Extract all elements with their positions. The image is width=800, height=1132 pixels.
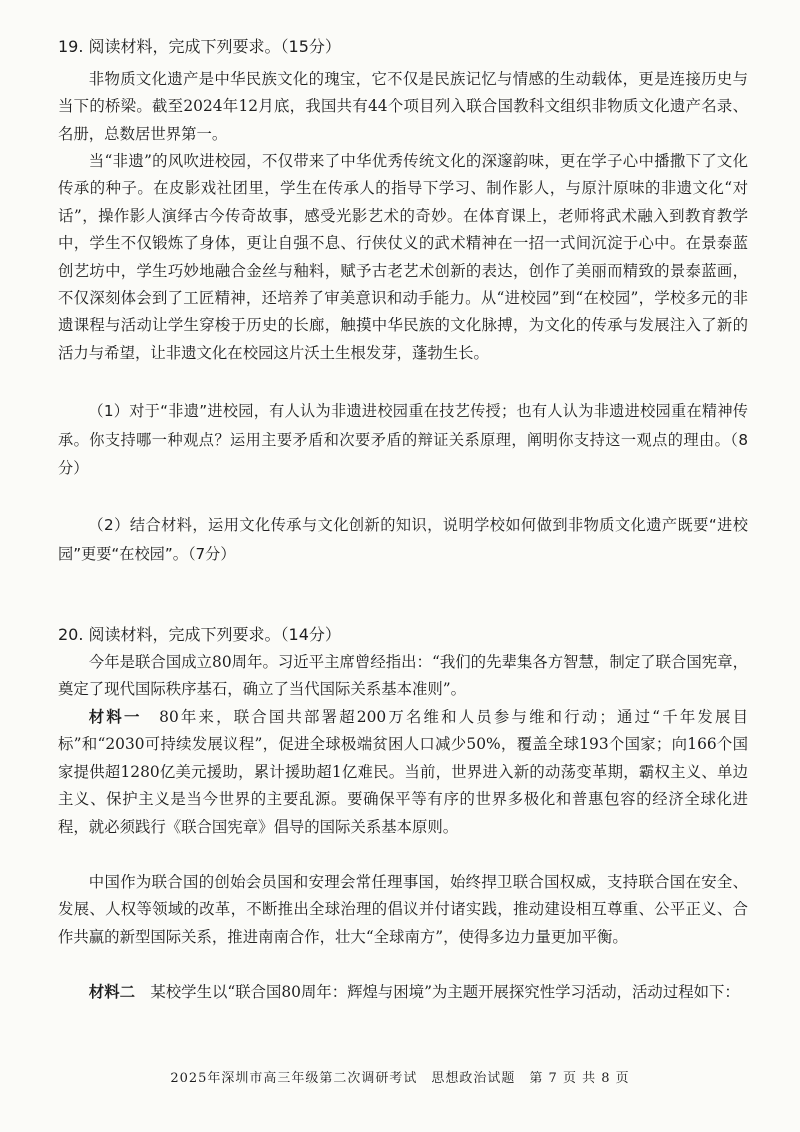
q19-subquestion-2: （2）结合材料，运用文化传承与文化创新的知识，说明学校如何做到非物质文化遗产既要“进校园”更要“在校园”。（7分） <box>58 516 748 563</box>
q20-material-2-paragraph <box>58 979 748 1006</box>
question-19-title: 19. 阅读材料，完成下列要求。（15分） <box>58 37 341 56</box>
material-2-label: 材料二 <box>88 983 135 1001</box>
material-2-text: 某校学生以“联合国80周年：辉煌与困境”为主题开展探究性学习活动，活动过程如下： <box>150 983 740 1001</box>
question-20-title: 20. 阅读材料，完成下列要求。（14分） <box>58 625 341 644</box>
q19-material-paragraph-2: 当“非遗”的风吹进校园，不仅带来了中华优秀传统文化的深邃韵味，更在学子心中播撒下了文化传承的种子。在皮影戏社团里，学生在传承人的指导下学习、制作影人，与原汁原味的非遗文化“对话”，操作影人演绎古今传奇故事，感受光影艺术的奇妙。在体育课上，老师将武术融入到教育教学中，学生不仅锻炼了身体，更让自强不息、行侠仗义的武术精神在一招一式间沉淀于心中。在景泰蓝创艺坊中，学生巧妙地融合金丝与釉料，赋予古老艺术创新的表达，创作了美丽而精致的景泰蓝画，不仅深刻体会到了工匠精神，还培养了审美意识和动手能力。从“进校园”到“在校园”，学校多元的非遗课程与活动让学生穿梭于历史的长廊，触摸中华民族的文化脉搏，为文化的传承与发展注入了新的活力与希望，让非遗文化在校园这片沃土生根发芽，蓬勃生长。 <box>58 152 748 362</box>
q20-material-1-paragraph <box>58 704 748 841</box>
q20-material-1-paragraph-2: 中国作为联合国的创始会员国和安理会常任理事国，始终捍卫联合国权威，支持联合国在安全、发展、人权等领域的改革，不断推出全球治理的倡议并付诸实践，推动建设相互尊重、公平正义、合作共赢的新型国际关系，推进南南合作，壮大“全球南方”，使得多边力量更加平衡。 <box>58 873 748 946</box>
material-1-label: 材料一 <box>88 708 142 726</box>
material-1-text: 80年来，联合国共部署超200万名维和人员参与维和行动；通过“千年发展目标”和“2030可持续发展议程”，促进全球极端贫困人口减少50%，覆盖全球193个国家；向166个国家提供超1280亿美元援助，累计援助超1亿难民。当前，世界进入新的动荡变革期，霸权主义、单边主义、保护主义是当今世界的主要乱源。要确保平等有序的世界多极化和普惠包容的经济全球化进程，就必须践行《联合国宪章》倡导的国际关系基本原则。 <box>58 708 748 836</box>
page-footer: 2025年深圳市高三年级第二次调研考试 思想政治试题 第 7 页 共 8 页 <box>170 1071 630 1086</box>
q19-material-paragraph-1: 非物质文化遗产是中华民族文化的瑰宝，它不仅是民族记忆与情感的生动载体，更是连接历史与当下的桥梁。截至2024年12月底，我国共有44个项目列入联合国教科文组织非物质文化遗产名录、名册，总数居世界第一。 <box>58 70 748 143</box>
q20-intro-paragraph: 今年是联合国成立80周年。习近平主席曾经指出：“我们的先辈集各方智慧，制定了联合国宪章，奠定了现代国际秩序基石，确立了当代国际关系基本准则”。 <box>58 653 748 699</box>
q19-subquestion-1: （1）对于“非遗”进校园，有人认为非遗进校园重在技艺传授；也有人认为非遗进校园重在精神传承。你支持哪一种观点？运用主要矛盾和次要矛盾的辩证关系原理，阐明你支持这一观点的理由。（8分） <box>58 402 748 477</box>
